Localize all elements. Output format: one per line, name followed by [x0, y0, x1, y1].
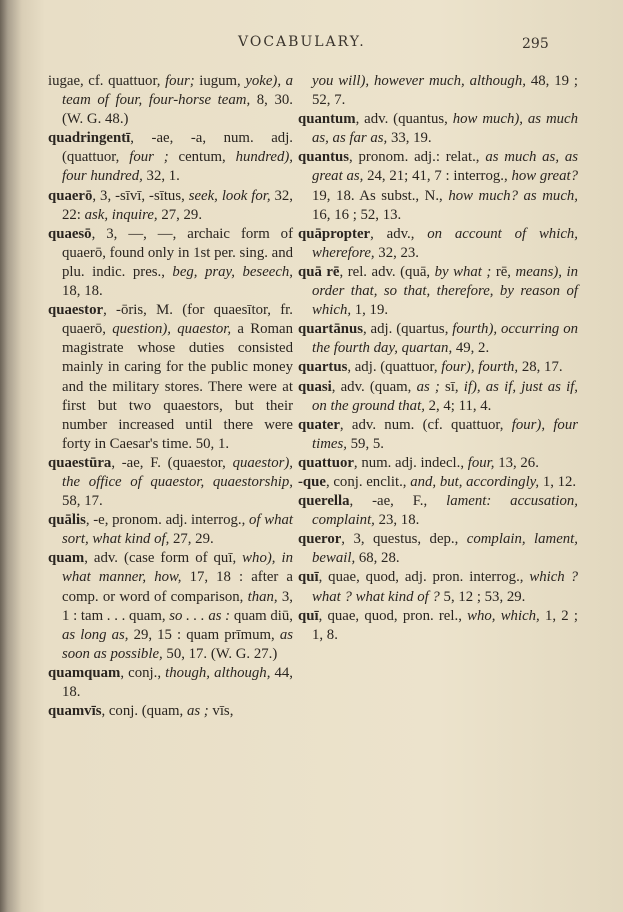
headword: quasi — [298, 378, 332, 395]
definition-italic: how much? as much, — [448, 187, 578, 204]
entry-text: 59, 5. — [350, 435, 384, 452]
definition-italic: as ; — [416, 378, 445, 395]
definition-italic: you will), however much, although, — [312, 73, 531, 89]
page-number: 295 — [522, 36, 549, 52]
entry-text: 18, 18. — [62, 283, 103, 300]
entry-text: , adv., — [370, 225, 428, 242]
vocabulary-entry — [48, 702, 293, 721]
vocabulary-entry — [298, 263, 578, 320]
vocabulary-entry — [48, 454, 293, 511]
entry-text: quam diū, — [233, 607, 293, 624]
entry-text: iugae, cf. quattuor, — [48, 73, 166, 89]
entry-text: centum, — [178, 149, 236, 166]
entry-text: 49, 2. — [455, 340, 490, 357]
entry-text: , adv. (case form of quī, — [84, 550, 243, 567]
entry-text: , adj. (quartus, — [362, 321, 453, 338]
entry-text: , quae, quod, pron. rel., — [318, 607, 468, 624]
vocabulary-entry — [298, 320, 578, 358]
entry-text: 13, 26. — [498, 454, 539, 471]
entry-text: vīs, — [212, 703, 234, 720]
vocabulary-entry — [298, 358, 578, 377]
definition-italic: lament: accusation, complaint, — [312, 493, 578, 529]
entry-text: a Roman magistrate whose duties consisted mainly in caring for the public money and the military stores. There were at first but two quaestors, but their number increased until there were forty in Caesar's time. 50, 1. — [62, 321, 293, 452]
headword: quantum — [298, 111, 356, 128]
entry-text: 32, 22: — [62, 187, 293, 223]
vocabulary-entry — [298, 225, 578, 263]
entry-text: , -ae, F., — [349, 493, 447, 510]
vocabulary-entry — [298, 110, 578, 148]
definition-italic: four), four times, — [312, 416, 578, 452]
definition-italic: of what sort, what kind of, — [62, 512, 293, 548]
definition-italic: yoke), a team of four, four-horse team, — [62, 73, 294, 109]
headword: quantus — [298, 149, 350, 166]
entry-text: , num. adj. indecl., — [353, 454, 468, 471]
entry-text: , 3, -sīvī, -sītus, — [92, 187, 189, 204]
definition-italic: how much), as much as, as far as, — [312, 111, 578, 147]
definition-italic: four; — [165, 73, 200, 89]
entry-text: sī, — [445, 378, 464, 395]
definition-italic: complain, lament, bewail, — [312, 531, 578, 567]
headword: quī — [298, 607, 319, 624]
entry-text: 32, 23. — [378, 244, 419, 261]
entry-text: 3, 1 : tam . . . quam, — [62, 588, 293, 624]
entry-text: 44, 18. — [62, 664, 293, 700]
headword: quater — [298, 416, 340, 433]
vocabulary-entry — [48, 664, 293, 702]
definition-italic: who), in what manner, how, — [62, 550, 293, 586]
headword: quālis — [48, 512, 86, 529]
entry-text: , 3, —, —, archaic form of quaerō, found only in 1st per. sing. and plu. indic. pres., — [62, 225, 293, 280]
headword: quartus — [298, 359, 348, 376]
entry-text: , pronom. adj.: relat., — [349, 149, 486, 166]
definition-italic: hundred), four hundred, — [62, 149, 294, 185]
entry-text: , adv. num. (cf. quattuor, — [339, 416, 512, 433]
vocabulary-entry — [298, 530, 578, 568]
entry-text: , conj. enclit., — [325, 473, 411, 490]
vocabulary-entry — [298, 607, 578, 645]
headword: quaerō — [48, 187, 93, 204]
definition-italic: as ; — [186, 703, 213, 720]
vocabulary-entry — [48, 72, 293, 129]
headword: quaesō — [48, 225, 92, 242]
definition-italic: seek, look for, — [188, 187, 275, 204]
entry-text: 48, 19 ; 52, 7. — [312, 73, 578, 109]
entry-text: rē, — [495, 263, 516, 280]
definition-italic: as much as, as great as, — [312, 149, 578, 185]
entry-text: , rel. adv. (quā, — [339, 263, 435, 280]
headword: quaestor — [48, 302, 104, 319]
definition-italic: quaestor), the office of quaestor, quaestorship, — [62, 454, 293, 490]
vocabulary-entry — [298, 416, 578, 454]
vocabulary-entry — [48, 511, 293, 549]
entry-text: 1, 2 ; 1, 8. — [312, 607, 578, 643]
definition-italic: which ? what ? what kind of ? — [312, 569, 578, 605]
entry-text: 5, 12 ; 53, 29. — [443, 588, 526, 605]
headword: quā rē — [298, 263, 340, 280]
headword: quam — [48, 550, 85, 567]
definition-italic: who, which, — [467, 607, 545, 624]
headword: quattuor — [298, 454, 354, 471]
entry-text: iugum, — [199, 73, 246, 89]
entry-text: , adv. (quantus, — [355, 111, 453, 128]
entry-text: 33, 19. — [390, 130, 432, 147]
headword: queror — [298, 531, 342, 548]
entry-text: 27, 29. — [161, 206, 203, 223]
entry-text: 28, 17. — [521, 359, 563, 376]
definition-italic: and, but, accordingly, — [410, 473, 543, 490]
headword: quamquam — [48, 664, 121, 681]
definition-italic: question), quaestor, — [112, 321, 238, 338]
vocabulary-entry — [48, 301, 293, 454]
entry-text: , adv. (quam, — [331, 378, 417, 395]
definition-italic: beg, pray, beseech, — [172, 263, 293, 280]
definition-italic: on account of which, wherefore, — [312, 225, 578, 261]
vocabulary-entry — [298, 473, 578, 492]
entry-text: 58, 17. — [62, 493, 103, 510]
entry-text: 50, 17. (W. G. 27.) — [166, 645, 278, 662]
entry-text: 32, 1. — [146, 168, 180, 185]
definition-italic: if), as if, just as if, on the ground that, — [312, 378, 578, 414]
entry-text: 29, 15 : quam prīmum, — [133, 626, 280, 643]
headword: quadringentī — [48, 130, 131, 147]
definition-italic: though, although, — [165, 664, 275, 681]
vocabulary-entry-continued — [298, 72, 578, 110]
headword: quamvīs — [48, 703, 102, 720]
entry-text: , -e, pronom. adj. interrog., — [85, 512, 249, 529]
entry-text: 17, 18 : after a comp. or word of comparison, — [62, 569, 293, 605]
entry-text: , quae, quod, adj. pron. interrog., — [318, 569, 530, 586]
definition-italic: four, — [467, 454, 499, 471]
entry-text: 16, 16 ; 52, 13. — [312, 206, 402, 223]
entry-text: , adj. (quattuor, — [347, 359, 442, 376]
definition-italic: than, — [247, 588, 282, 605]
vocabulary-entry — [48, 225, 293, 301]
definition-italic: four ; — [129, 149, 179, 166]
headword: -que — [298, 473, 326, 490]
entry-text: , -ae, F. (quaestor, — [111, 454, 233, 471]
headword: quī — [298, 569, 319, 586]
vocabulary-entry — [298, 568, 578, 606]
headword: querella — [298, 493, 350, 510]
vocabulary-entry — [298, 378, 578, 416]
entry-text: 68, 28. — [358, 550, 400, 567]
definition-italic: ask, inquire, — [84, 206, 162, 223]
entry-text: 2, 4; 11, 4. — [428, 397, 492, 414]
right-column — [298, 72, 578, 645]
definition-italic: means), in order that, so that, therefore, by reason of which, — [312, 263, 578, 319]
entry-text: 27, 29. — [172, 531, 214, 548]
definition-italic: as long as, — [62, 626, 134, 643]
vocabulary-entry — [298, 148, 578, 224]
entry-text: 24, 21; 41, 7 : interrog., — [367, 168, 512, 185]
running-head: VOCABULARY. — [238, 34, 366, 50]
entry-text: 8, 30. (W. G. 48.) — [62, 92, 294, 128]
vocabulary-entry — [48, 187, 293, 225]
definition-italic: four), fourth, — [441, 359, 522, 376]
entry-text: 1, 12. — [542, 473, 577, 490]
entry-text: , 3, questus, dep., — [341, 531, 467, 548]
vocabulary-entry — [298, 454, 578, 473]
vocabulary-entry — [48, 129, 293, 186]
entry-text: 23, 18. — [378, 512, 420, 529]
definition-italic: how great? — [511, 168, 578, 185]
definition-italic: so . . . as : — [169, 607, 234, 624]
entry-text: , -ae, -a, num. adj. (quattuor, — [62, 130, 293, 166]
vocabulary-entry — [48, 549, 293, 664]
entry-text: , -ōris, M. (for quaesītor, fr. quaerō, — [62, 302, 293, 338]
page-header — [0, 34, 623, 58]
entry-text: , conj., — [120, 664, 166, 681]
definition-italic: as soon as possible, — [62, 626, 294, 662]
left-column — [48, 72, 293, 721]
definition-italic: by what ; — [434, 263, 496, 280]
entry-text: 19, 18. As subst., N., — [312, 187, 449, 204]
vocabulary-entry — [298, 492, 578, 530]
entry-text: 1, 19. — [354, 302, 389, 319]
headword: quāpropter — [298, 225, 371, 242]
headword: quaestūra — [48, 454, 112, 471]
definition-italic: fourth), occurring on the fourth day, quartan, — [312, 321, 578, 357]
entry-text: , conj. (quam, — [101, 703, 187, 720]
headword: quartānus — [298, 321, 363, 338]
